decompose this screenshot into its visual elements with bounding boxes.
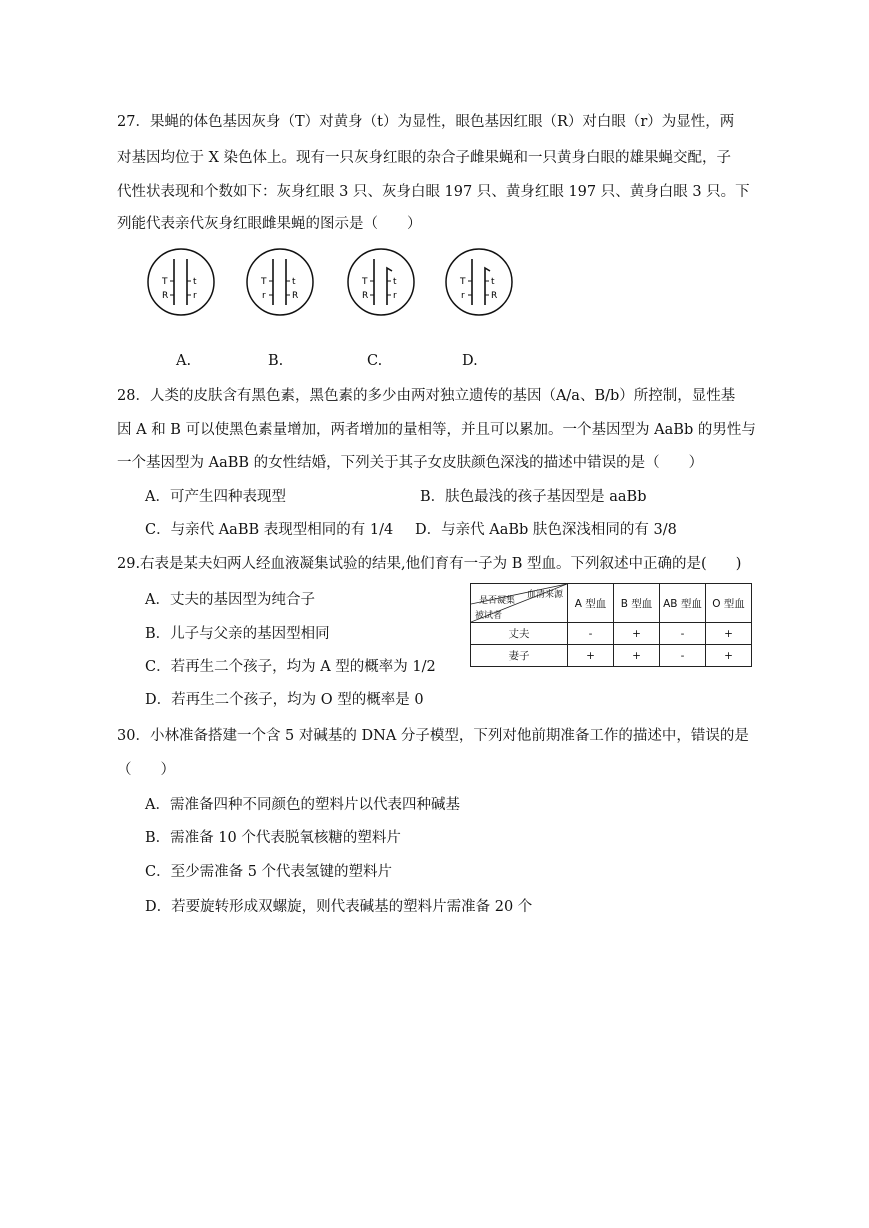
allele-label: R (162, 291, 169, 301)
table-cell: - (660, 623, 706, 645)
q28-option-c: C．与亲代 AaBB 表现型相同的有 1/4 (145, 522, 394, 538)
table-cell: + (614, 645, 660, 667)
row-label: 丈夫 (471, 623, 568, 645)
chromosome-diagram-d (443, 246, 515, 318)
row-label: 妻子 (471, 645, 568, 667)
allele-label: t (292, 277, 296, 287)
chromosome-diagram-c (345, 246, 417, 318)
table-cell: + (706, 623, 752, 645)
q27-option-c-label: C. (367, 353, 383, 369)
allele-label: T (162, 277, 168, 287)
allele-label: R (292, 291, 299, 301)
q30-option-c: C．至少需准备 5 个代表氢键的塑料片 (145, 864, 393, 880)
q29-option-c: C．若再生二个孩子，均为 A 型的概率为 1/2 (145, 659, 436, 675)
q28-option-b: B．肤色最浅的孩子基因型是 aaBb (420, 489, 647, 505)
q30-option-a: A．需准备四种不同颜色的塑料片以代表四种碱基 (145, 797, 460, 813)
table-cell: - (660, 645, 706, 667)
allele-label: T (261, 277, 267, 287)
q27-text-line3: 代性状表现和个数如下：灰身红眼 3 只、灰身白眼 197 只、黄身红眼 197 只、黄身白眼 3 只。下 (117, 184, 750, 200)
table-cell: - (568, 623, 614, 645)
q30-text-line2: （ ） (117, 762, 175, 778)
header-serum-source: 血清来源 (526, 590, 563, 600)
table-row (471, 645, 752, 667)
table-cell: + (706, 645, 752, 667)
allele-label: R (491, 291, 498, 301)
q28-option-d: D．与亲代 AaBb 肤色深浅相同的有 3/8 (415, 522, 677, 538)
q27-text-line2: 对基因均位于 X 染色体上。现有一只灰身红眼的杂合子雌果蝇和一只黄身白眼的雄果蝇交配，子 (117, 150, 732, 166)
table-cell: + (568, 645, 614, 667)
header-subject: 被试者 (475, 611, 503, 621)
allele-label: r (393, 291, 397, 301)
allele-label: r (461, 291, 465, 301)
chromosome-diagrams (145, 246, 525, 321)
column-header: B 型血 (614, 584, 660, 623)
q27-option-a-label: A. (176, 353, 192, 369)
table-corner-header (471, 584, 568, 623)
chromosome-diagram-b (244, 246, 316, 318)
table-cell: + (614, 623, 660, 645)
allele-label: T (362, 277, 368, 287)
column-header: AB 型血 (660, 584, 706, 623)
table-row (471, 623, 752, 645)
q27-text-line1: 27．果蝇的体色基因灰身（T）对黄身（t）为显性，眼色基因红眼（R）对白眼（r）为显性，两 (117, 114, 735, 130)
q27-option-b-label: B. (268, 353, 284, 369)
q28-text-line2: 因 A 和 B 可以使黑色素量增加，两者增加的量相等，并且可以累加。一个基因型为 AaBb 的男性与 (117, 422, 756, 438)
q29-option-b: B．儿子与父亲的基因型相同 (145, 626, 330, 642)
q28-text-line1: 28．人类的皮肤含有黑色素，黑色素的多少由两对独立遗传的基因（A/a、B/b）所控制，显性基 (117, 388, 736, 404)
q28-option-a: A．可产生四种表现型 (145, 489, 286, 505)
allele-label: R (362, 291, 369, 301)
q27-text-line4: 列能代表亲代灰身红眼雌果蝇的图示是（ ） (117, 216, 422, 232)
chromosome-diagram-a (145, 246, 217, 318)
q29-stem: 29.右表是某夫妇两人经血液凝集试验的结果,他们育有一子为 B 型血。下列叙述中正确的是( ) (117, 556, 742, 572)
q30-option-d: D．若要旋转形成双螺旋，则代表碱基的塑料片需准备 20 个 (145, 899, 533, 915)
allele-label: T (460, 277, 466, 287)
header-agglutination: 是否凝集 (479, 596, 516, 606)
blood-agglutination-table (470, 583, 752, 667)
allele-label: r (262, 291, 266, 301)
allele-label: t (393, 277, 397, 287)
q29-option-a: A．丈夫的基因型为纯合子 (145, 592, 315, 608)
allele-label: r (193, 291, 197, 301)
q30-text-line1: 30．小林准备搭建一个含 5 对碱基的 DNA 分子模型，下列对他前期准备工作的描述中，错误的是 (117, 728, 749, 744)
q29-option-d: D．若再生二个孩子，均为 O 型的概率是 0 (145, 692, 424, 708)
allele-label: t (491, 277, 495, 287)
q27-option-d-label: D. (462, 353, 478, 369)
q30-option-b: B．需准备 10 个代表脱氧核糖的塑料片 (145, 830, 401, 846)
q28-text-line3: 一个基因型为 AaBB 的女性结婚，下列关于其子女皮肤颜色深浅的描述中错误的是（ ） (117, 455, 704, 471)
column-header: A 型血 (568, 584, 614, 623)
column-header: O 型血 (706, 584, 752, 623)
allele-label: t (193, 277, 197, 287)
